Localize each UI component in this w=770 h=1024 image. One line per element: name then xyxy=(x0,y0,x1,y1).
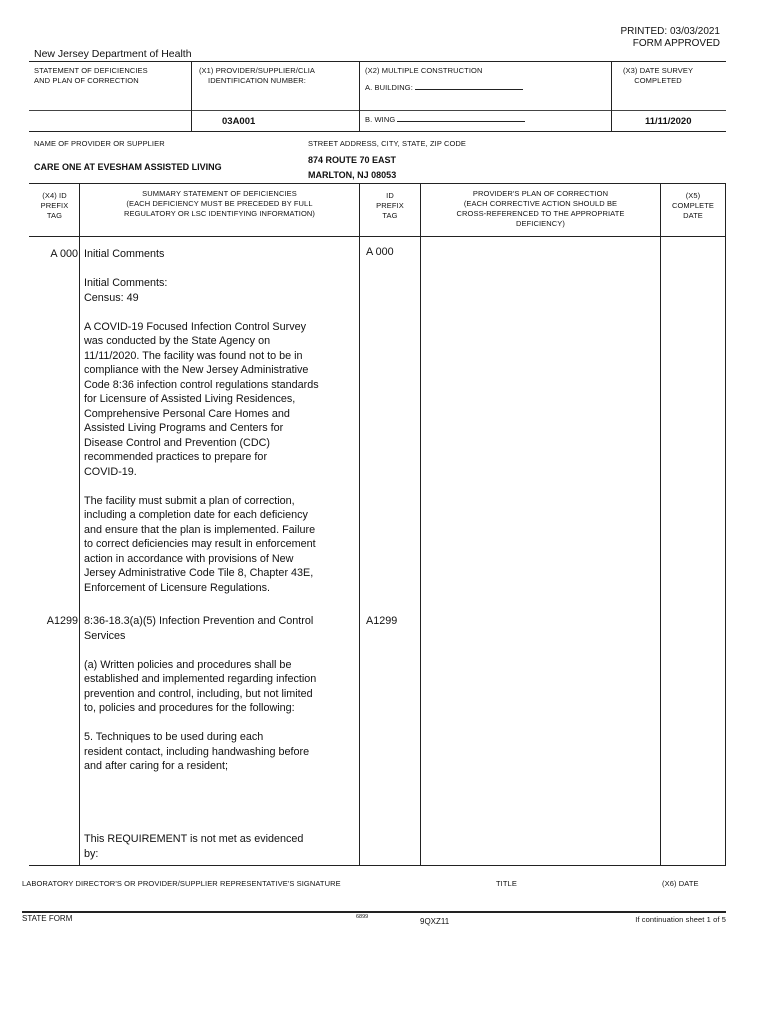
title-label: TITLE xyxy=(496,879,517,888)
wing-field: B. WING xyxy=(365,114,525,125)
col-div-right xyxy=(725,183,726,865)
header-col-2 xyxy=(359,61,360,131)
x4-header: (X4) ID PREFIX TAG xyxy=(40,191,69,220)
printed-date: PRINTED: 03/03/2021 xyxy=(620,26,720,37)
paragraph: Initial Comments: Census: 49 xyxy=(84,277,168,304)
signature-label: LABORATORY DIRECTOR'S OR PROVIDER/SUPPLIER REPRESENTATIVE'S SIGNATURE xyxy=(22,879,341,888)
entry-tag: A1299 xyxy=(46,615,78,627)
paragraph: 8:36-18.3(a)(5) Infection Prevention and Control Services xyxy=(84,615,314,642)
provider-name: CARE ONE AT EVESHAM ASSISTED LIVING xyxy=(34,162,222,172)
entry-summary xyxy=(84,247,359,610)
address-line-2: MARLTON, NJ 08053 xyxy=(308,170,397,180)
paragraph: Initial Comments xyxy=(84,248,165,260)
address-label: STREET ADDRESS, CITY, STATE, ZIP CODE xyxy=(308,139,467,148)
statement-label: STATEMENT OF DEFICIENCIES AND PLAN OF CORRECTION xyxy=(34,66,148,85)
header-top-rule xyxy=(29,61,726,62)
requirement-statement: This REQUIREMENT is not met as evidenced by: xyxy=(84,833,304,860)
event-id: 9QXZ11 xyxy=(420,917,450,926)
address-line-1: 874 ROUTE 70 EAST xyxy=(308,155,397,165)
x1-label: (X1) PROVIDER/SUPPLIER/CLIA IDENTIFICATION NUMBER: xyxy=(198,66,316,85)
entry-plan-tag: A 000 xyxy=(366,246,394,258)
provider-id: 03A001 xyxy=(222,116,256,127)
state-form-label: STATE FORM xyxy=(22,914,73,923)
x1-divider xyxy=(29,110,726,111)
entry-tag: A 000 xyxy=(50,248,78,260)
provider-name-label: NAME OF PROVIDER OR SUPPLIER xyxy=(34,139,165,148)
form-number: 6899 xyxy=(356,914,369,920)
form-status: FORM APPROVED xyxy=(632,38,720,49)
id-header: ID PREFIX TAG xyxy=(376,191,404,220)
date-label: (X6) DATE xyxy=(662,879,699,888)
col-div-1 xyxy=(79,183,80,865)
plan-header: PROVIDER'S PLAN OF CORRECTION (EACH CORRECTIVE ACTION SHOULD BE CROSS-REFERENCED TO THE APPROPRIATE DEFICIENCY) xyxy=(456,189,625,228)
paragraph: A COVID-19 Focused Infection Control Survey was conducted by the State Agency on 11/11/2020. The facility was found not to be in compliance with the New Jersey Administrative Code 8:36 infection control regulations standards for Licensure of Assisted Living Residences, Comprehensive Personal Care Homes and Assisted Living Programs and Centers for Disease Control and Prevention (CDC) recommended practices to prepare for COVID-19. xyxy=(84,320,319,478)
header-bottom-rule xyxy=(29,131,726,132)
summary-header: SUMMARY STATEMENT OF DEFICIENCIES (EACH DEFICIENCY MUST BE PRECEDED BY FULL REGULATORY OR LSC IDENTIFYING INFORMATION) xyxy=(123,189,316,218)
survey-date: 11/11/2020 xyxy=(645,116,692,127)
signature-rule xyxy=(22,911,726,913)
column-header-rule xyxy=(29,236,726,237)
table-bottom-rule xyxy=(29,865,726,866)
col-div-3 xyxy=(420,183,421,865)
x2-label: (X2) MULTIPLE CONSTRUCTION xyxy=(365,66,483,75)
col-div-4 xyxy=(660,183,661,865)
continuation-label: If continuation sheet 1 of 5 xyxy=(635,915,726,924)
paragraph: 5. Techniques to be used during each resident contact, including handwashing before and after caring for a resident; xyxy=(84,731,310,772)
entry-plan-tag: A1299 xyxy=(366,615,398,627)
paragraph: The facility must submit a plan of correction, including a completion date for each deficiency and ensure that the plan is implemented. Failure to correct deficiencies may result in enforcement action in accordance with provisions of New Jersey Administrative Code Tile 8, Chapter 43E, Enforcement of Licensure Regulations. xyxy=(84,494,316,594)
x3-label: (X3) DATE SURVEY COMPLETED xyxy=(622,66,694,85)
table-top-rule xyxy=(29,183,726,184)
col-div-2 xyxy=(359,183,360,865)
agency-name: New Jersey Department of Health xyxy=(34,48,192,60)
entry-summary xyxy=(84,614,359,788)
building-field: A. BUILDING: xyxy=(365,82,523,93)
building-blank xyxy=(415,82,523,90)
x5-header: (X5) COMPLETE DATE xyxy=(671,191,715,220)
paragraph: (a) Written policies and procedures shall be established and implemented regarding infection prevention and control, including, but not limited to, policies and procedures for the following: xyxy=(84,658,317,714)
wing-blank xyxy=(397,114,525,122)
